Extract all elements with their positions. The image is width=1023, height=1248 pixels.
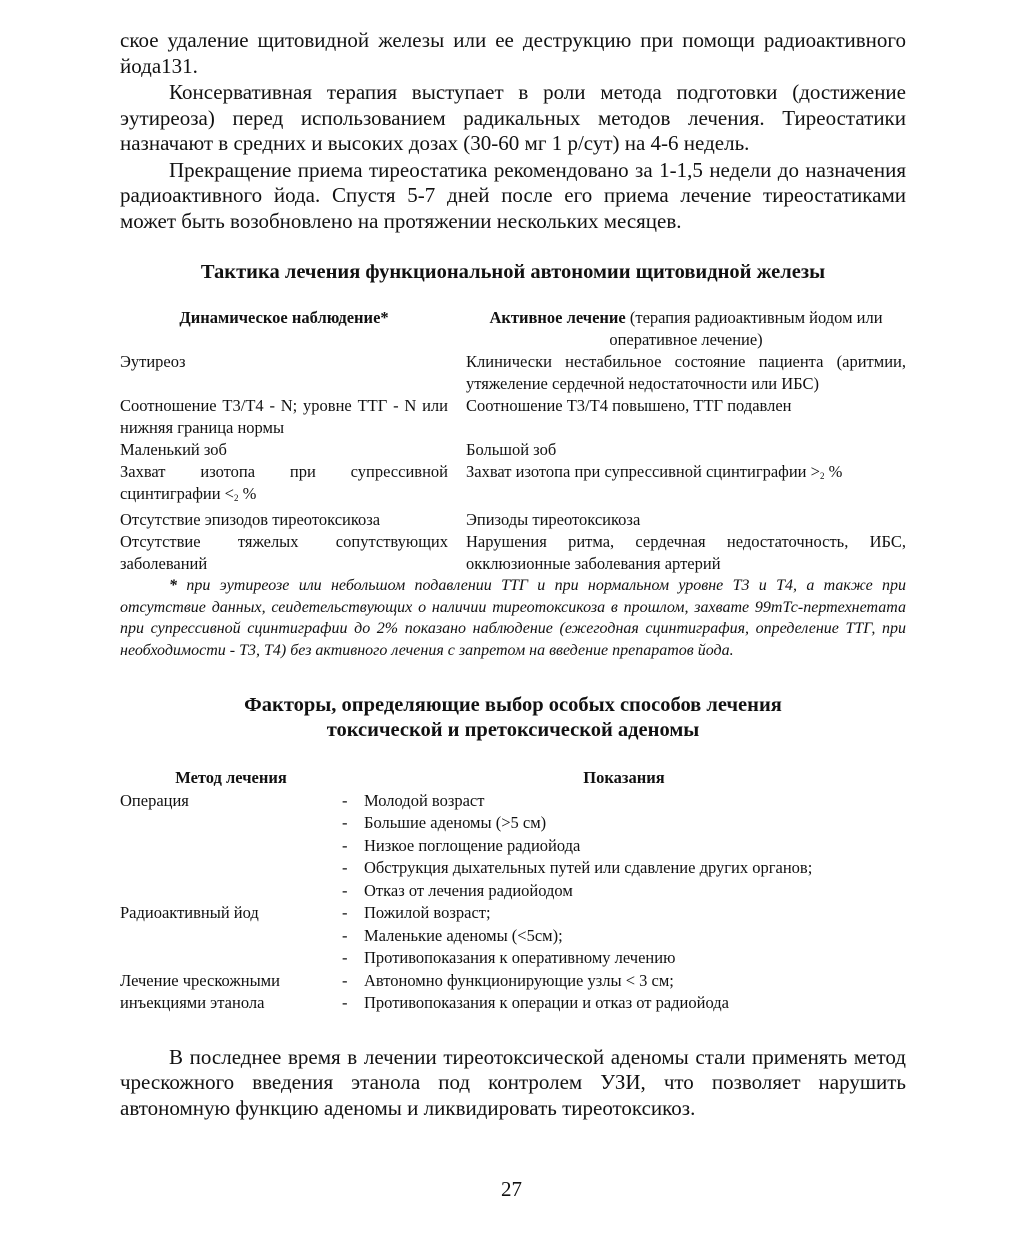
table2-col2-header: Показания — [583, 768, 665, 787]
indication-item: Обструкция дыхательных путей или сдавление других органов; — [364, 858, 813, 877]
paragraph-thyreostatic-stop: Прекращение приема тиреостатика рекомендовано за 1-1,5 недели до назначения радиоактивного йода. Спустя 5-7 дней после его приема лечение тиреостатиками может быть возобновлено на протяжении нескольких месяцев. — [120, 157, 906, 233]
indication-item: Пожилой возраст; — [364, 903, 491, 922]
indication-item: Противопоказания к операции и отказ от радиойода — [364, 993, 729, 1012]
table-row — [120, 395, 906, 439]
table1-col2-header — [466, 307, 906, 351]
table-row — [120, 439, 906, 461]
bullet-dash: - — [342, 970, 348, 990]
table2-title-line1: Факторы, определяющие выбор особых способов лечения — [244, 694, 782, 716]
table-row — [120, 902, 906, 925]
table-row — [120, 531, 906, 575]
page-number: 27 — [501, 1177, 522, 1201]
table1-cell-left: Отсутствие эпизодов тиреотоксикоза — [120, 510, 381, 529]
footnote-text: при эутиреозе или небольшом подавлении ТТГ и при нормальном уровне Т3 и Т4, а также при отсутствие данных, сеидетельствующих о наличии тиреотоксикоза в прошлом, захвате 99mТс-пертехнетата при супрессивной сцинтиграфии до 2% показано наблюдение (ежегодная сцинтиграфия, определение ТТГ, при необходимости - Т3, Т4) без активного лечения с запретом на введение препаратов йода. — [120, 577, 906, 659]
table-autonomy-tactics — [120, 307, 906, 575]
method-cell: Радиоактивный йод — [120, 903, 259, 922]
table1-col2-header-rest: (терапия радиоактивным йодом или оперативное лечение) — [609, 308, 883, 349]
uptake-low-text: Захват изотопа при супрессивной сцинтиграфии < — [120, 462, 448, 503]
table1-col1-header: Динамическое наблюдение* — [179, 308, 389, 327]
table1-cell-right — [466, 461, 906, 509]
table-row — [120, 947, 906, 970]
indication-item: Автономно функционирующие узлы < 3 см; — [364, 970, 674, 990]
table1-cell-right: Большой зоб — [466, 440, 557, 459]
table-row — [120, 461, 906, 509]
uptake-high-unit: % — [824, 462, 843, 481]
table2-title-line2: токсической и претоксической аденомы — [326, 719, 700, 741]
table1-cell-right: Нарушения ритма, сердечная недостаточность, ИБС, окклюзионные заболевания артерий — [466, 532, 906, 573]
table-row — [120, 835, 906, 858]
bullet-dash: - — [342, 993, 348, 1012]
table1-cell-left: Соотношение Т3/Т4 - N; уровне ТТГ - N или нижняя граница нормы — [120, 396, 448, 437]
uptake-high-text: Захват изотопа при супрессивной сцинтиграфии > — [466, 462, 820, 481]
indication-item: Маленькие аденомы (<5см); — [364, 925, 563, 945]
uptake-low-unit: % — [238, 484, 257, 503]
table1-cell-right: Эпизоды тиреотоксикоза — [466, 510, 641, 529]
footnote-star: * — [169, 577, 177, 594]
table-row — [120, 790, 906, 813]
method-cell: инъекциями этанола — [120, 993, 265, 1012]
table-row — [120, 992, 906, 1015]
bullet-dash: - — [342, 790, 348, 810]
bullet-dash: - — [342, 835, 348, 855]
table1-title: Тактика лечения функциональной автономии щитовидной железы — [200, 261, 826, 283]
bullet-dash: - — [342, 925, 348, 945]
table-row — [120, 857, 906, 880]
table1-cell-right: Соотношение Т3/Т4 повышено, ТТГ подавлен — [466, 396, 792, 415]
table2-col1-header: Метод лечения — [175, 768, 287, 787]
table-row — [120, 970, 906, 993]
table2-header-row — [120, 767, 906, 790]
bullet-dash: - — [342, 880, 348, 900]
table1-header-row — [120, 307, 906, 351]
table-row — [120, 509, 906, 531]
table-row — [120, 812, 906, 835]
indication-item: Молодой возраст — [364, 790, 485, 810]
page-content — [120, 28, 906, 1121]
indication-item: Противопоказания к оперативному лечению — [364, 948, 676, 967]
table-row — [120, 351, 906, 395]
paragraph-conservative-therapy: Консервативная терапия выступает в роли метода подготовки (достижение эутиреоза) перед использованием радикальных методов лечения. Тиреостатики назначают в средних и высоких дозах (30-60 мг 1 р/сут) на 4-6 недель. — [120, 80, 906, 155]
uptake-low-subscript: 2 — [233, 493, 239, 503]
table-row — [120, 925, 906, 948]
table1-cell-left: Маленький зоб — [120, 440, 227, 459]
table1-cell-left: Эутиреоз — [120, 352, 186, 371]
paragraph-ethanol-method: В последнее время в лечении тиреотоксической аденомы стали применять метод чрескожного введения этанола под контролем УЗИ, что позволяет нарушить автономную функцию аденомы и ликвидировать тиреотоксикоз. — [120, 1044, 906, 1120]
uptake-high-subscript: 2 — [819, 471, 825, 481]
table-row — [120, 880, 906, 903]
paragraph-continuation: ское удаление щитовидной железы или ее деструкцию при помощи радиоактивного йода131. — [120, 28, 906, 78]
table1-footnote — [120, 575, 906, 661]
method-cell: Операция — [120, 790, 189, 810]
indication-item: Отказ от лечения радиойодом — [364, 880, 573, 900]
bullet-dash: - — [342, 948, 348, 967]
bullet-dash: - — [342, 813, 348, 832]
bullet-dash: - — [342, 903, 348, 922]
bullet-dash: - — [342, 858, 348, 877]
table1-cell-left — [120, 461, 466, 509]
table-adenoma-treatment — [120, 767, 906, 1015]
method-cell: Лечение чрескожными — [120, 970, 280, 990]
table1-col2-header-bold: Активное лечение — [489, 308, 626, 327]
indication-item: Низкое поглощение радиойода — [364, 835, 581, 855]
table1-cell-left: Отсутствие тяжелых сопутствующих заболеваний — [120, 532, 448, 573]
table1-cell-right: Клинически нестабильное состояние пациента (аритмии, утяжеление сердечной недостаточности или ИБС) — [466, 352, 906, 393]
indication-item: Большие аденомы (>5 см) — [364, 813, 547, 832]
